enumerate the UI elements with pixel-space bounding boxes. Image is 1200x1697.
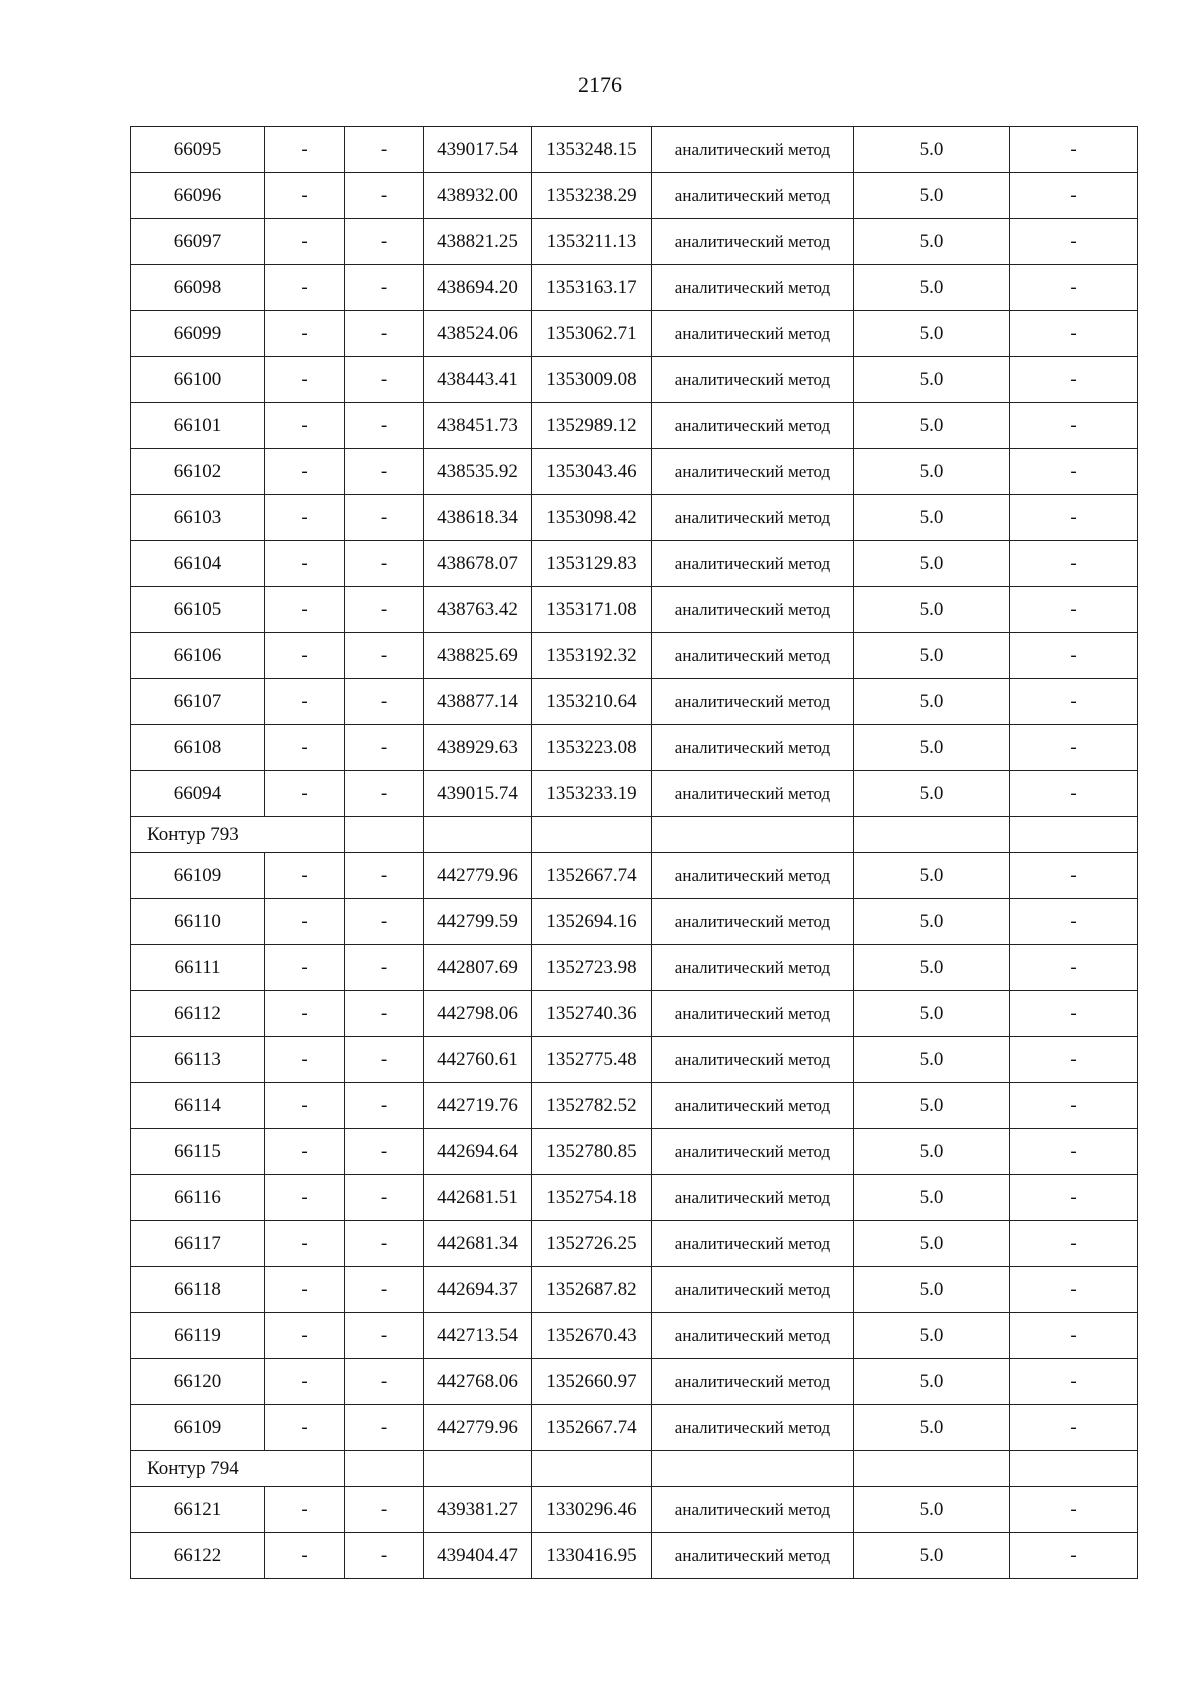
x-coordinate-cell: 438535.92	[424, 449, 532, 495]
table-row	[131, 219, 1138, 265]
note-cell: -	[1010, 1313, 1138, 1359]
point-id-cell: 66098	[131, 265, 265, 311]
x-coordinate-cell: 439381.27	[424, 1487, 532, 1533]
dash-cell: -	[265, 587, 345, 633]
accuracy-cell: 5.0	[854, 1313, 1010, 1359]
point-id-cell: 66110	[131, 899, 265, 945]
note-cell: -	[1010, 1405, 1138, 1451]
dash-cell: -	[345, 853, 424, 899]
y-coordinate-cell: 1353009.08	[532, 357, 652, 403]
note-cell: -	[1010, 1487, 1138, 1533]
accuracy-cell: 5.0	[854, 541, 1010, 587]
point-id-cell: 66121	[131, 1487, 265, 1533]
dash-cell: -	[345, 1267, 424, 1313]
table-row	[131, 1267, 1138, 1313]
accuracy-cell: 5.0	[854, 1083, 1010, 1129]
empty-cell	[652, 817, 854, 853]
note-cell: -	[1010, 495, 1138, 541]
dash-cell: -	[265, 127, 345, 173]
x-coordinate-cell: 438821.25	[424, 219, 532, 265]
y-coordinate-cell: 1352782.52	[532, 1083, 652, 1129]
accuracy-cell: 5.0	[854, 1533, 1010, 1579]
accuracy-cell: 5.0	[854, 495, 1010, 541]
dash-cell: -	[265, 1267, 345, 1313]
y-coordinate-cell: 1353210.64	[532, 679, 652, 725]
y-coordinate-cell: 1352667.74	[532, 853, 652, 899]
x-coordinate-cell: 438524.06	[424, 311, 532, 357]
x-coordinate-cell: 439404.47	[424, 1533, 532, 1579]
method-cell: аналитический метод	[652, 899, 854, 945]
method-cell: аналитический метод	[652, 945, 854, 991]
y-coordinate-cell: 1352660.97	[532, 1359, 652, 1405]
dash-cell: -	[345, 173, 424, 219]
dash-cell: -	[265, 357, 345, 403]
table-row	[131, 173, 1138, 219]
accuracy-cell: 5.0	[854, 725, 1010, 771]
dash-cell: -	[345, 1129, 424, 1175]
y-coordinate-cell: 1352723.98	[532, 945, 652, 991]
accuracy-cell: 5.0	[854, 679, 1010, 725]
method-cell: аналитический метод	[652, 403, 854, 449]
point-id-cell: 66104	[131, 541, 265, 587]
note-cell: -	[1010, 1175, 1138, 1221]
method-cell: аналитический метод	[652, 1175, 854, 1221]
table-row	[131, 495, 1138, 541]
point-id-cell: 66094	[131, 771, 265, 817]
point-id-cell: 66109	[131, 1405, 265, 1451]
method-cell: аналитический метод	[652, 679, 854, 725]
dash-cell: -	[345, 1533, 424, 1579]
accuracy-cell: 5.0	[854, 173, 1010, 219]
table-row	[131, 1359, 1138, 1405]
x-coordinate-cell: 442713.54	[424, 1313, 532, 1359]
x-coordinate-cell: 438929.63	[424, 725, 532, 771]
x-coordinate-cell: 442694.37	[424, 1267, 532, 1313]
dash-cell: -	[265, 1533, 345, 1579]
dash-cell: -	[265, 403, 345, 449]
empty-cell	[424, 817, 532, 853]
section-label: Контур 794	[131, 1451, 345, 1487]
method-cell: аналитический метод	[652, 1313, 854, 1359]
x-coordinate-cell: 442779.96	[424, 1405, 532, 1451]
table-row	[131, 357, 1138, 403]
note-cell: -	[1010, 1129, 1138, 1175]
note-cell: -	[1010, 357, 1138, 403]
x-coordinate-cell: 438825.69	[424, 633, 532, 679]
point-id-cell: 66105	[131, 587, 265, 633]
dash-cell: -	[265, 771, 345, 817]
note-cell: -	[1010, 541, 1138, 587]
table-row	[131, 1083, 1138, 1129]
method-cell: аналитический метод	[652, 1359, 854, 1405]
dash-cell: -	[265, 991, 345, 1037]
dash-cell: -	[345, 1405, 424, 1451]
accuracy-cell: 5.0	[854, 1267, 1010, 1313]
point-id-cell: 66112	[131, 991, 265, 1037]
point-id-cell: 66118	[131, 1267, 265, 1313]
note-cell: -	[1010, 173, 1138, 219]
x-coordinate-cell: 439017.54	[424, 127, 532, 173]
note-cell: -	[1010, 127, 1138, 173]
x-coordinate-cell: 438678.07	[424, 541, 532, 587]
point-id-cell: 66111	[131, 945, 265, 991]
x-coordinate-cell: 438877.14	[424, 679, 532, 725]
table-row	[131, 1221, 1138, 1267]
y-coordinate-cell: 1330416.95	[532, 1533, 652, 1579]
accuracy-cell: 5.0	[854, 1221, 1010, 1267]
x-coordinate-cell: 438763.42	[424, 587, 532, 633]
table-row	[131, 853, 1138, 899]
note-cell: -	[1010, 219, 1138, 265]
point-id-cell: 66120	[131, 1359, 265, 1405]
accuracy-cell: 5.0	[854, 1175, 1010, 1221]
accuracy-cell: 5.0	[854, 991, 1010, 1037]
x-coordinate-cell: 442799.59	[424, 899, 532, 945]
x-coordinate-cell: 442681.34	[424, 1221, 532, 1267]
table-row	[131, 1175, 1138, 1221]
method-cell: аналитический метод	[652, 587, 854, 633]
y-coordinate-cell: 1353238.29	[532, 173, 652, 219]
dash-cell: -	[265, 173, 345, 219]
y-coordinate-cell: 1352780.85	[532, 1129, 652, 1175]
point-id-cell: 66097	[131, 219, 265, 265]
dash-cell: -	[345, 403, 424, 449]
dash-cell: -	[345, 541, 424, 587]
table-body	[131, 127, 1138, 1579]
table-row	[131, 1129, 1138, 1175]
empty-cell	[424, 1451, 532, 1487]
note-cell: -	[1010, 679, 1138, 725]
y-coordinate-cell: 1353171.08	[532, 587, 652, 633]
empty-cell	[652, 1451, 854, 1487]
x-coordinate-cell: 442694.64	[424, 1129, 532, 1175]
point-id-cell: 66114	[131, 1083, 265, 1129]
dash-cell: -	[345, 219, 424, 265]
dash-cell: -	[265, 449, 345, 495]
dash-cell: -	[265, 311, 345, 357]
dash-cell: -	[265, 1487, 345, 1533]
point-id-cell: 66117	[131, 1221, 265, 1267]
dash-cell: -	[265, 1129, 345, 1175]
note-cell: -	[1010, 991, 1138, 1037]
accuracy-cell: 5.0	[854, 899, 1010, 945]
table-row	[131, 1487, 1138, 1533]
method-cell: аналитический метод	[652, 311, 854, 357]
dash-cell: -	[265, 1405, 345, 1451]
x-coordinate-cell: 439015.74	[424, 771, 532, 817]
method-cell: аналитический метод	[652, 357, 854, 403]
dash-cell: -	[345, 679, 424, 725]
note-cell: -	[1010, 945, 1138, 991]
dash-cell: -	[345, 633, 424, 679]
note-cell: -	[1010, 1267, 1138, 1313]
y-coordinate-cell: 1330296.46	[532, 1487, 652, 1533]
note-cell: -	[1010, 449, 1138, 495]
dash-cell: -	[265, 1313, 345, 1359]
y-coordinate-cell: 1352740.36	[532, 991, 652, 1037]
dash-cell: -	[345, 449, 424, 495]
method-cell: аналитический метод	[652, 1267, 854, 1313]
y-coordinate-cell: 1353129.83	[532, 541, 652, 587]
empty-cell	[1010, 1451, 1138, 1487]
method-cell: аналитический метод	[652, 1487, 854, 1533]
dash-cell: -	[265, 679, 345, 725]
dash-cell: -	[265, 1359, 345, 1405]
point-id-cell: 66101	[131, 403, 265, 449]
table-row	[131, 633, 1138, 679]
x-coordinate-cell: 438451.73	[424, 403, 532, 449]
point-id-cell: 66119	[131, 1313, 265, 1359]
accuracy-cell: 5.0	[854, 1359, 1010, 1405]
note-cell: -	[1010, 1533, 1138, 1579]
dash-cell: -	[265, 495, 345, 541]
dash-cell: -	[265, 265, 345, 311]
note-cell: -	[1010, 633, 1138, 679]
table-row	[131, 945, 1138, 991]
accuracy-cell: 5.0	[854, 633, 1010, 679]
dash-cell: -	[265, 945, 345, 991]
dash-cell: -	[265, 899, 345, 945]
dash-cell: -	[345, 495, 424, 541]
y-coordinate-cell: 1352775.48	[532, 1037, 652, 1083]
dash-cell: -	[345, 1313, 424, 1359]
table-row	[131, 771, 1138, 817]
note-cell: -	[1010, 1221, 1138, 1267]
accuracy-cell: 5.0	[854, 127, 1010, 173]
method-cell: аналитический метод	[652, 1533, 854, 1579]
section-row	[131, 1451, 1138, 1487]
note-cell: -	[1010, 1037, 1138, 1083]
x-coordinate-cell: 438932.00	[424, 173, 532, 219]
method-cell: аналитический метод	[652, 633, 854, 679]
method-cell: аналитический метод	[652, 771, 854, 817]
empty-cell	[345, 817, 424, 853]
y-coordinate-cell: 1352989.12	[532, 403, 652, 449]
method-cell: аналитический метод	[652, 1083, 854, 1129]
dash-cell: -	[345, 587, 424, 633]
page-number: 2176	[578, 72, 622, 97]
note-cell: -	[1010, 311, 1138, 357]
note-cell: -	[1010, 853, 1138, 899]
dash-cell: -	[265, 725, 345, 771]
accuracy-cell: 5.0	[854, 1129, 1010, 1175]
dash-cell: -	[345, 899, 424, 945]
table-row	[131, 991, 1138, 1037]
y-coordinate-cell: 1352754.18	[532, 1175, 652, 1221]
method-cell: аналитический метод	[652, 1221, 854, 1267]
dash-cell: -	[265, 219, 345, 265]
note-cell: -	[1010, 403, 1138, 449]
point-id-cell: 66116	[131, 1175, 265, 1221]
accuracy-cell: 5.0	[854, 1405, 1010, 1451]
accuracy-cell: 5.0	[854, 357, 1010, 403]
table-row	[131, 725, 1138, 771]
dash-cell: -	[345, 127, 424, 173]
accuracy-cell: 5.0	[854, 265, 1010, 311]
method-cell: аналитический метод	[652, 991, 854, 1037]
y-coordinate-cell: 1352670.43	[532, 1313, 652, 1359]
table-row	[131, 127, 1138, 173]
method-cell: аналитический метод	[652, 1405, 854, 1451]
y-coordinate-cell: 1352694.16	[532, 899, 652, 945]
point-id-cell: 66115	[131, 1129, 265, 1175]
point-id-cell: 66109	[131, 853, 265, 899]
point-id-cell: 66103	[131, 495, 265, 541]
x-coordinate-cell: 442681.51	[424, 1175, 532, 1221]
accuracy-cell: 5.0	[854, 1037, 1010, 1083]
accuracy-cell: 5.0	[854, 403, 1010, 449]
x-coordinate-cell: 442760.61	[424, 1037, 532, 1083]
accuracy-cell: 5.0	[854, 587, 1010, 633]
empty-cell	[854, 1451, 1010, 1487]
table-row	[131, 1313, 1138, 1359]
y-coordinate-cell: 1353043.46	[532, 449, 652, 495]
empty-cell	[532, 1451, 652, 1487]
x-coordinate-cell: 442719.76	[424, 1083, 532, 1129]
accuracy-cell: 5.0	[854, 771, 1010, 817]
table-row	[131, 587, 1138, 633]
empty-cell	[532, 817, 652, 853]
y-coordinate-cell: 1352687.82	[532, 1267, 652, 1313]
empty-cell	[854, 817, 1010, 853]
point-id-cell: 66107	[131, 679, 265, 725]
dash-cell: -	[265, 1221, 345, 1267]
dash-cell: -	[345, 357, 424, 403]
method-cell: аналитический метод	[652, 1037, 854, 1083]
table-row	[131, 679, 1138, 725]
y-coordinate-cell: 1353163.17	[532, 265, 652, 311]
dash-cell: -	[345, 1175, 424, 1221]
point-id-cell: 66099	[131, 311, 265, 357]
y-coordinate-cell: 1352726.25	[532, 1221, 652, 1267]
note-cell: -	[1010, 725, 1138, 771]
accuracy-cell: 5.0	[854, 219, 1010, 265]
method-cell: аналитический метод	[652, 265, 854, 311]
table-row	[131, 449, 1138, 495]
table-row	[131, 1533, 1138, 1579]
point-id-cell: 66122	[131, 1533, 265, 1579]
accuracy-cell: 5.0	[854, 449, 1010, 495]
point-id-cell: 66095	[131, 127, 265, 173]
dash-cell: -	[345, 1037, 424, 1083]
dash-cell: -	[345, 1221, 424, 1267]
empty-cell	[345, 1451, 424, 1487]
table-row	[131, 1037, 1138, 1083]
table-row	[131, 403, 1138, 449]
dash-cell: -	[345, 991, 424, 1037]
method-cell: аналитический метод	[652, 725, 854, 771]
x-coordinate-cell: 442768.06	[424, 1359, 532, 1405]
section-label: Контур 793	[131, 817, 345, 853]
y-coordinate-cell: 1353248.15	[532, 127, 652, 173]
point-id-cell: 66113	[131, 1037, 265, 1083]
method-cell: аналитический метод	[652, 495, 854, 541]
dash-cell: -	[265, 541, 345, 587]
note-cell: -	[1010, 1359, 1138, 1405]
dash-cell: -	[265, 853, 345, 899]
x-coordinate-cell: 442798.06	[424, 991, 532, 1037]
note-cell: -	[1010, 1083, 1138, 1129]
y-coordinate-cell: 1353062.71	[532, 311, 652, 357]
point-id-cell: 66102	[131, 449, 265, 495]
table-row	[131, 265, 1138, 311]
point-id-cell: 66106	[131, 633, 265, 679]
x-coordinate-cell: 438618.34	[424, 495, 532, 541]
empty-cell	[1010, 817, 1138, 853]
dash-cell: -	[265, 1083, 345, 1129]
method-cell: аналитический метод	[652, 853, 854, 899]
y-coordinate-cell: 1352667.74	[532, 1405, 652, 1451]
x-coordinate-cell: 442807.69	[424, 945, 532, 991]
dash-cell: -	[345, 1083, 424, 1129]
note-cell: -	[1010, 899, 1138, 945]
y-coordinate-cell: 1353211.13	[532, 219, 652, 265]
method-cell: аналитический метод	[652, 219, 854, 265]
dash-cell: -	[345, 771, 424, 817]
table-row	[131, 541, 1138, 587]
point-id-cell: 66108	[131, 725, 265, 771]
dash-cell: -	[265, 633, 345, 679]
dash-cell: -	[265, 1037, 345, 1083]
table-row	[131, 899, 1138, 945]
method-cell: аналитический метод	[652, 1129, 854, 1175]
point-id-cell: 66096	[131, 173, 265, 219]
point-id-cell: 66100	[131, 357, 265, 403]
x-coordinate-cell: 438694.20	[424, 265, 532, 311]
method-cell: аналитический метод	[652, 449, 854, 495]
method-cell: аналитический метод	[652, 541, 854, 587]
y-coordinate-cell: 1353098.42	[532, 495, 652, 541]
dash-cell: -	[345, 265, 424, 311]
y-coordinate-cell: 1353192.32	[532, 633, 652, 679]
y-coordinate-cell: 1353223.08	[532, 725, 652, 771]
accuracy-cell: 5.0	[854, 945, 1010, 991]
dash-cell: -	[345, 1487, 424, 1533]
note-cell: -	[1010, 771, 1138, 817]
x-coordinate-cell: 438443.41	[424, 357, 532, 403]
accuracy-cell: 5.0	[854, 1487, 1010, 1533]
method-cell: аналитический метод	[652, 173, 854, 219]
section-row	[131, 817, 1138, 853]
dash-cell: -	[345, 725, 424, 771]
note-cell: -	[1010, 587, 1138, 633]
accuracy-cell: 5.0	[854, 853, 1010, 899]
method-cell: аналитический метод	[652, 127, 854, 173]
note-cell: -	[1010, 265, 1138, 311]
table-row	[131, 311, 1138, 357]
dash-cell: -	[265, 1175, 345, 1221]
x-coordinate-cell: 442779.96	[424, 853, 532, 899]
coordinates-table	[130, 126, 1138, 1579]
y-coordinate-cell: 1353233.19	[532, 771, 652, 817]
dash-cell: -	[345, 945, 424, 991]
table-row	[131, 1405, 1138, 1451]
dash-cell: -	[345, 311, 424, 357]
accuracy-cell: 5.0	[854, 311, 1010, 357]
dash-cell: -	[345, 1359, 424, 1405]
